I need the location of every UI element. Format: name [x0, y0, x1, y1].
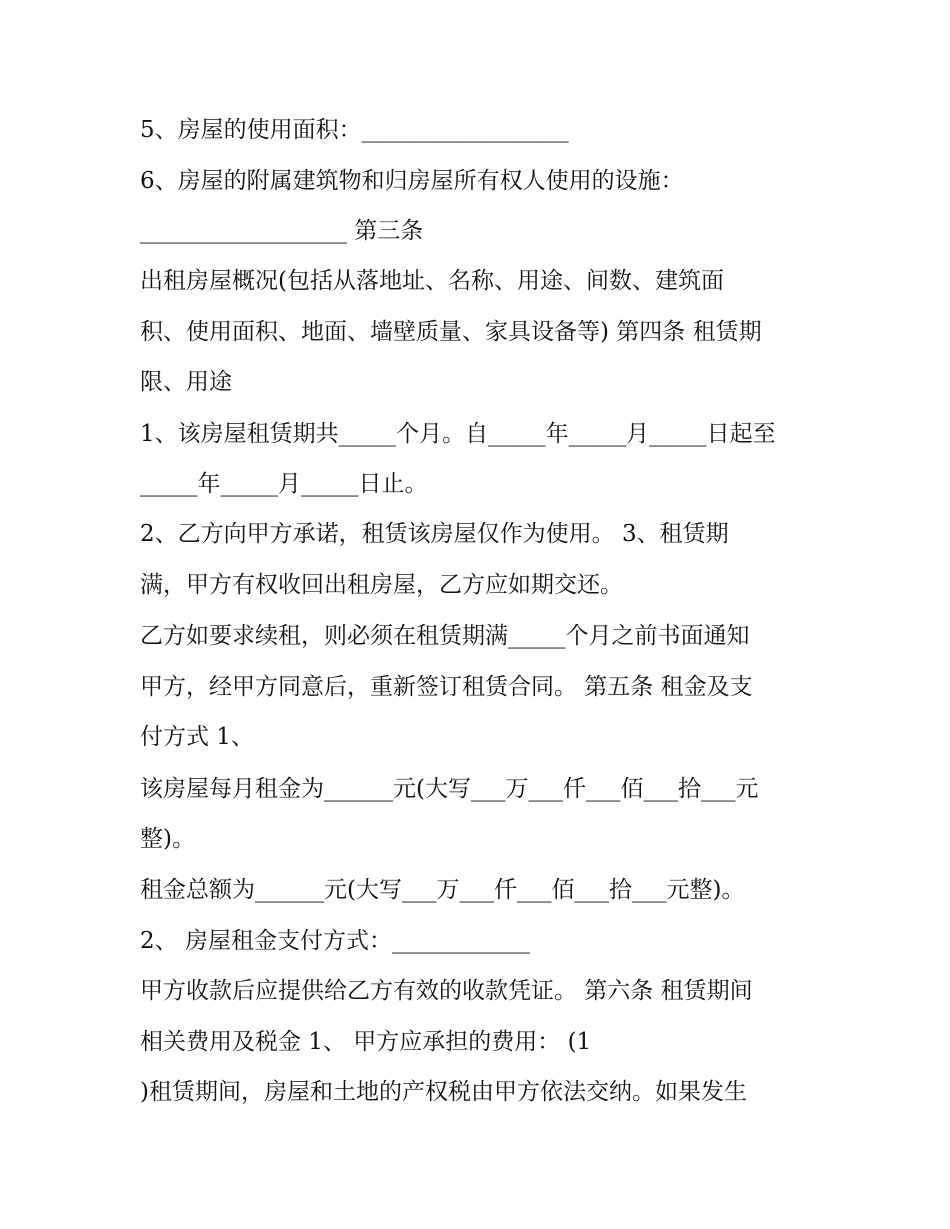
text-line: 相关费用及税金 1、 甲方应承担的费用： (1	[140, 1029, 592, 1055]
text-line: 限、用途	[140, 369, 232, 395]
text-line: 2、乙方向甲方承诺，租赁该房屋仅作为使用。 3、租赁期	[140, 521, 729, 547]
text-line: 乙方如要求续租，则必须在租赁期满_____个月之前书面通知	[140, 623, 750, 649]
text-line: 该房屋每月租金为______元(大写___万___仟___佰___拾___元	[140, 776, 759, 802]
text-line: 5、房屋的使用面积：__________________	[140, 117, 569, 143]
text-line: 付方式 1、	[140, 724, 254, 750]
text-line: 2、 房屋租金支付方式：____________	[140, 928, 530, 954]
text-line: 1、该房屋租赁期共_____个月。自_____年_____月_____日起至	[140, 421, 776, 447]
text-line: __________________ 第三条	[140, 218, 424, 244]
text-line: 6、房屋的附属建筑物和归房屋所有权人使用的设施：	[140, 168, 684, 194]
text-line: )租赁期间，房屋和土地的产权税由甲方依法交纳。如果发生	[140, 1079, 747, 1105]
text-line: 租金总额为______元(大写___万___仟___佰___拾___元整)。	[140, 877, 745, 903]
text-line: _____年_____月_____日止。	[140, 471, 428, 497]
text-line: 出租房屋概况(包括从落地址、名称、用途、间数、建筑面	[140, 268, 724, 294]
text-line: 满，甲方有权收回出租房屋，乙方应如期交还。	[140, 572, 623, 598]
text-line: 甲方，经甲方同意后，重新签订租赁合同。 第五条 租金及支	[140, 674, 753, 700]
text-line: 整)。	[140, 826, 195, 852]
text-line: 甲方收款后应提供给乙方有效的收款凭证。 第六条 租赁期间	[140, 978, 753, 1004]
text-line: 积、使用面积、地面、墙壁质量、家具设备等) 第四条 租赁期	[140, 319, 762, 345]
